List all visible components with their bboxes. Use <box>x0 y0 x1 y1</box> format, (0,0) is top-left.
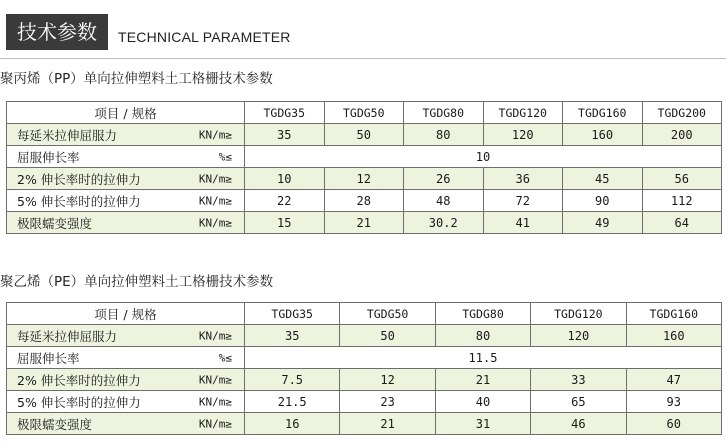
value-cell: 35 <box>245 124 325 146</box>
row-unit: KN/m≥ <box>198 172 232 185</box>
model-header-cell: TGDG200 <box>642 102 722 124</box>
value-cell: 21 <box>340 413 435 435</box>
section-title-en: TECHNICAL PARAMETER <box>118 29 291 45</box>
row-label-cell <box>7 413 245 435</box>
row-label-cell <box>7 369 245 391</box>
header-label-cell: 项目 / 规格 <box>7 303 245 325</box>
table-header-row <box>7 102 722 124</box>
table-row <box>7 347 722 369</box>
value-cell: 72 <box>483 190 563 212</box>
header-divider <box>0 58 726 59</box>
table-row <box>7 212 722 234</box>
model-header-cell: TGDG35 <box>245 303 340 325</box>
table-row <box>7 146 722 168</box>
table-row <box>7 413 722 435</box>
row-name: 5% 伸长率时的拉伸力 <box>17 193 141 209</box>
value-cell: 60 <box>626 413 721 435</box>
row-label-cell <box>7 212 245 234</box>
row-name: 每延米拉伸屈服力 <box>17 328 118 344</box>
value-cell: 35 <box>245 325 340 347</box>
value-cell: 48 <box>404 190 484 212</box>
value-cell: 46 <box>531 413 626 435</box>
row-label-cell <box>7 168 245 190</box>
value-cell: 49 <box>563 212 643 234</box>
section-title-cn: 技术参数 <box>6 14 108 50</box>
row-label-cell <box>7 146 245 168</box>
value-cell: 120 <box>531 325 626 347</box>
value-cell: 23 <box>340 391 435 413</box>
value-cell: 40 <box>435 391 530 413</box>
value-cell: 80 <box>435 325 530 347</box>
pe-table-title: 聚乙烯（PE）单向拉伸塑料土工格栅技术参数 <box>0 274 274 290</box>
value-cell: 90 <box>563 190 643 212</box>
table-row <box>7 124 722 146</box>
model-header-cell: TGDG80 <box>435 303 530 325</box>
row-label-cell <box>7 347 245 369</box>
row-name: 极限蠕变强度 <box>17 215 93 231</box>
value-cell: 22 <box>245 190 325 212</box>
value-cell: 21.5 <box>245 391 340 413</box>
model-header-cell: TGDG50 <box>324 102 404 124</box>
value-cell: 200 <box>642 124 722 146</box>
value-cell: 160 <box>563 124 643 146</box>
value-cell: 50 <box>324 124 404 146</box>
value-cell: 15 <box>245 212 325 234</box>
value-cell: 12 <box>340 369 435 391</box>
value-cell: 50 <box>340 325 435 347</box>
row-unit: KN/m≥ <box>198 216 232 229</box>
value-cell: 120 <box>483 124 563 146</box>
table-row <box>7 190 722 212</box>
row-name: 5% 伸长率时的拉伸力 <box>17 394 141 410</box>
row-name: 屈服伸长率 <box>17 350 80 366</box>
row-name: 屈服伸长率 <box>17 149 80 165</box>
row-name: 2% 伸长率时的拉伸力 <box>17 372 141 388</box>
table-row <box>7 168 722 190</box>
value-cell: 10 <box>245 168 325 190</box>
model-header-cell: TGDG120 <box>483 102 563 124</box>
pe-spec-table <box>6 302 722 435</box>
model-header-cell: TGDG120 <box>531 303 626 325</box>
row-name: 极限蠕变强度 <box>17 416 93 432</box>
value-cell: 26 <box>404 168 484 190</box>
table-header-row <box>7 303 722 325</box>
value-cell: 45 <box>563 168 643 190</box>
value-cell: 36 <box>483 168 563 190</box>
value-cell: 65 <box>531 391 626 413</box>
page-header <box>0 0 726 62</box>
row-name: 2% 伸长率时的拉伸力 <box>17 171 141 187</box>
value-cell: 16 <box>245 413 340 435</box>
value-cell: 80 <box>404 124 484 146</box>
value-cell: 12 <box>324 168 404 190</box>
value-cell: 28 <box>324 190 404 212</box>
pp-spec-table <box>6 101 722 234</box>
row-name: 每延米拉伸屈服力 <box>17 127 118 143</box>
row-unit: %≤ <box>218 351 232 364</box>
table-row <box>7 369 722 391</box>
value-cell: 56 <box>642 168 722 190</box>
model-header-cell: TGDG50 <box>340 303 435 325</box>
row-label-cell <box>7 325 245 347</box>
table-row <box>7 391 722 413</box>
row-unit: KN/m≥ <box>198 373 232 386</box>
row-unit: KN/m≥ <box>198 395 232 408</box>
row-label-cell <box>7 124 245 146</box>
merged-value-cell: 11.5 <box>245 347 722 369</box>
row-unit: KN/m≥ <box>198 417 232 430</box>
row-unit: KN/m≥ <box>198 194 232 207</box>
pp-table-title: 聚丙烯（PP）单向拉伸塑料土工格栅技术参数 <box>0 71 273 87</box>
value-cell: 21 <box>324 212 404 234</box>
row-label-cell <box>7 391 245 413</box>
model-header-cell: TGDG160 <box>626 303 721 325</box>
model-header-cell: TGDG80 <box>404 102 484 124</box>
model-header-cell: TGDG35 <box>245 102 325 124</box>
row-unit: %≤ <box>218 150 232 163</box>
row-unit: KN/m≥ <box>198 128 232 141</box>
value-cell: 47 <box>626 369 721 391</box>
header-label-cell: 项目 / 规格 <box>7 102 245 124</box>
value-cell: 112 <box>642 190 722 212</box>
value-cell: 160 <box>626 325 721 347</box>
merged-value-cell: 10 <box>245 146 722 168</box>
table-row <box>7 325 722 347</box>
value-cell: 31 <box>435 413 530 435</box>
value-cell: 30.2 <box>404 212 484 234</box>
value-cell: 33 <box>531 369 626 391</box>
value-cell: 21 <box>435 369 530 391</box>
value-cell: 93 <box>626 391 721 413</box>
row-unit: KN/m≥ <box>198 329 232 342</box>
value-cell: 64 <box>642 212 722 234</box>
model-header-cell: TGDG160 <box>563 102 643 124</box>
row-label-cell <box>7 190 245 212</box>
value-cell: 7.5 <box>245 369 340 391</box>
value-cell: 41 <box>483 212 563 234</box>
